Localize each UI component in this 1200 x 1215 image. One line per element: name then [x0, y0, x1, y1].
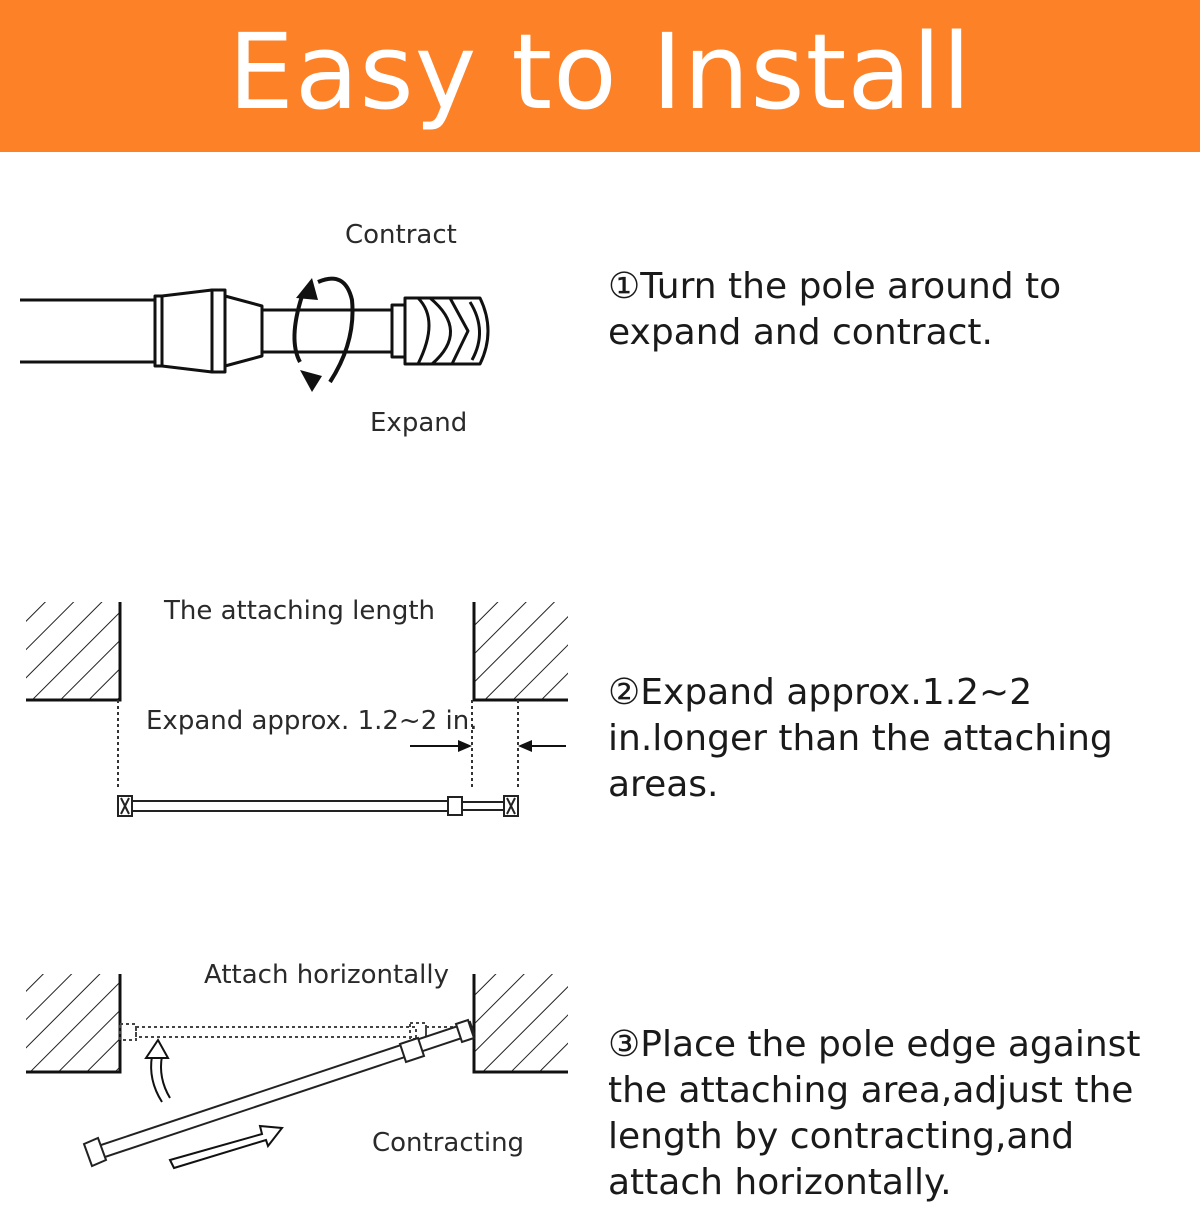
- expand-label: Expand: [370, 408, 468, 438]
- page-title: Easy to Install: [228, 11, 972, 133]
- expand-approx-label: Expand approx. 1.2~2 in.: [146, 706, 478, 736]
- contract-label: Contract: [345, 220, 457, 250]
- attaching-length-label: The attaching length: [164, 596, 435, 626]
- rotate-pole-diagram: [0, 0, 600, 450]
- step3-instruction: ③Place the pole edge against the attaching area,adjust the length by contracting,and attach horizontally.: [608, 1024, 1141, 1203]
- contracting-label: Contracting: [372, 1128, 525, 1158]
- step1-instruction: ①Turn the pole around to expand and contract.: [608, 266, 1062, 353]
- attach-horizontally-label: Attach horizontally: [204, 960, 449, 990]
- step2-instruction: ②Expand approx.1.2~2 in.longer than the attaching areas.: [608, 672, 1113, 805]
